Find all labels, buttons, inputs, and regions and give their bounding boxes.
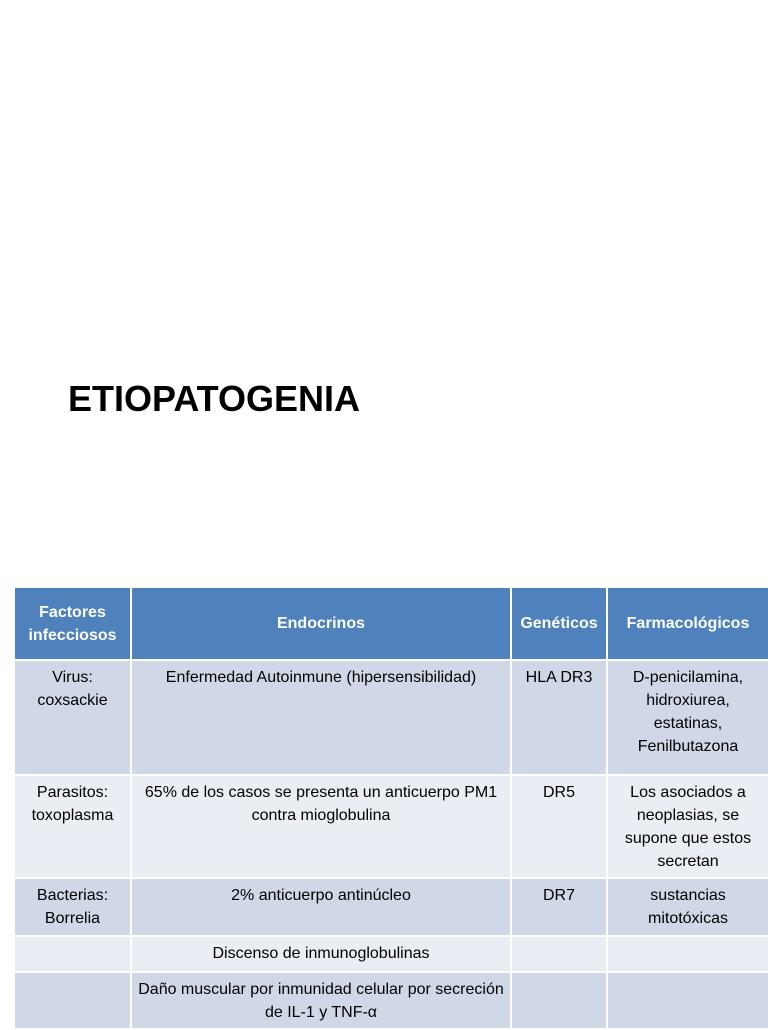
- table-row: [15, 775, 768, 878]
- table-header-row: [15, 588, 768, 660]
- table-row: [15, 972, 768, 1029]
- table-cell: Discenso de inmunoglobulinas: [131, 936, 511, 972]
- table-cell: Los asociados a neoplasias, se supone que estos secretan: [607, 775, 768, 878]
- table-row: [15, 878, 768, 936]
- table-cell: [15, 972, 131, 1029]
- column-header-endocrine: Endocrinos: [131, 588, 511, 660]
- table-cell: [15, 936, 131, 972]
- table-cell: Parasitos: toxoplasma: [15, 775, 131, 878]
- table-cell: sustancias mitotóxicas: [607, 878, 768, 936]
- etiology-table-container: [15, 588, 768, 1030]
- table-cell: 65% de los casos se presenta un anticuerpo PM1 contra mioglobulina: [131, 775, 511, 878]
- table-cell: [511, 936, 607, 972]
- table-cell: 2% anticuerpo antinúcleo: [131, 878, 511, 936]
- table-cell: [511, 972, 607, 1029]
- column-header-pharmacological: Farmacológicos: [607, 588, 768, 660]
- table-cell: Enfermedad Autoinmune (hipersensibilidad): [131, 660, 511, 775]
- column-header-infectious: Factores infecciosos: [15, 588, 131, 660]
- table-cell: DR7: [511, 878, 607, 936]
- table-row: [15, 936, 768, 972]
- table-cell: HLA DR3: [511, 660, 607, 775]
- etiology-table: [15, 588, 768, 1030]
- table-cell: Bacterias: Borrelia: [15, 878, 131, 936]
- table-cell: Daño muscular por inmunidad celular por secreción de IL-1 y TNF-α: [131, 972, 511, 1029]
- table-row: [15, 660, 768, 775]
- table-cell: [607, 972, 768, 1029]
- table-cell: DR5: [511, 775, 607, 878]
- table-cell: D-penicilamina, hidroxiurea, estatinas, Fenilbutazona: [607, 660, 768, 775]
- column-header-genetic: Genéticos: [511, 588, 607, 660]
- slide-title: ETIOPATOGENIA: [68, 378, 361, 419]
- table-cell: Virus: coxsackie: [15, 660, 131, 775]
- table-cell: [607, 936, 768, 972]
